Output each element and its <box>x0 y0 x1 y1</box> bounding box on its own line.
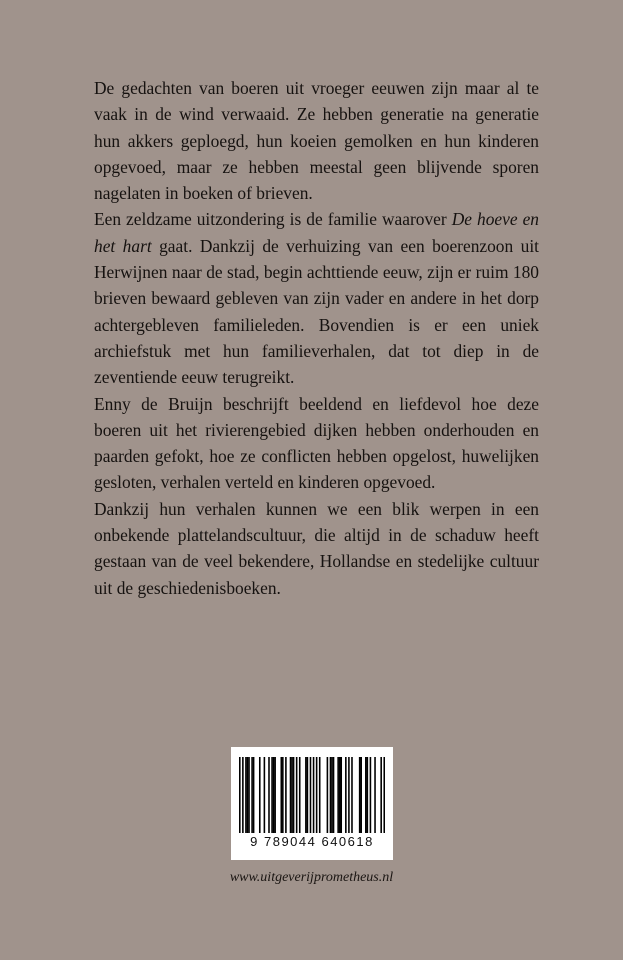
barcode-bar <box>296 757 298 833</box>
barcode-bar <box>290 757 292 833</box>
barcode-bar <box>327 757 329 833</box>
barcode-bar <box>380 757 382 833</box>
barcode-bars <box>239 757 385 833</box>
barcode-bar <box>316 757 318 833</box>
barcode-bar <box>367 757 369 833</box>
blurb-text-fragment: Een zeldzame uitzondering is de familie waarover <box>94 209 452 230</box>
barcode-bar <box>360 757 362 833</box>
blurb-paragraph: Enny de Bruijn beschrijft beeldend en liefdevol hoe deze boeren uit het rivierengebied dijken hebben onderhouden en paarden gefokt, hoe ze conflicten hebben opgelost, huwelijken gesloten, verhalen verteld en kinderen opgevoed. <box>94 393 539 493</box>
barcode-bar <box>274 757 276 833</box>
barcode-bar <box>273 757 275 833</box>
barcode-bar <box>242 757 244 833</box>
barcode-bar <box>348 757 350 833</box>
barcode-bar <box>340 757 342 833</box>
barcode-bar <box>310 757 312 833</box>
barcode-bar <box>313 757 315 833</box>
blurb-paragraph: Dankzij hun verhalen kunnen we een blik werpen in een onbekende plattelandscultuur, die altijd in de schaduw heeft gestaan van de veel bekendere, Hollandse en stedelijke cultuur uit de geschiedenisboeken. <box>94 498 539 598</box>
barcode-bar <box>359 757 361 833</box>
blurb-paragraph <box>94 206 539 390</box>
blurb-paragraph: De gedachten van boeren uit vroeger eeuwen zijn maar al te vaak in de wind verwaaid. Ze hebben generatie na generatie hun akkers geploegd, hun koeien gemolken en hun kinderen opgevoed, maar ze hebben meestal geen blijvende sporen nagelaten in boeken of brieven. <box>94 78 539 204</box>
barcode-bar <box>268 757 270 833</box>
barcode-bar <box>280 757 282 833</box>
barcode-bar <box>285 757 287 833</box>
blurb-text-fragment: gaat. Dankzij de verhuizing van een boerenzoon uit Herwijnen naar de stad, begin achttiende eeuw, zijn er ruim 180 brieven bewaard gebleven van zijn vader en andere in het dorp achtergebleven familieleden. Bovendien is er een uniek archiefstuk met hun familieverhalen, dat tot diep in de zeventiende eeuw terugreikt. <box>94 235 539 388</box>
barcode-bar <box>248 757 250 833</box>
isbn-number: 9 789044 640618 <box>250 834 374 849</box>
barcode-bar <box>239 757 241 833</box>
barcode-bar <box>333 757 335 833</box>
barcode-bar <box>293 757 295 833</box>
barcode-bar <box>319 757 321 833</box>
barcode-bar <box>264 757 266 833</box>
barcode-bar <box>291 757 293 833</box>
barcode-bar <box>345 757 347 833</box>
isbn-barcode <box>231 747 393 860</box>
barcode-bar <box>299 757 301 833</box>
barcode-bar <box>370 757 372 833</box>
barcode-bar <box>259 757 261 833</box>
publisher-website: www.uitgeverijprometheus.nl <box>229 870 394 885</box>
barcode-bar <box>374 757 376 833</box>
barcode-bar <box>339 757 341 833</box>
barcode-bar <box>247 757 249 833</box>
barcode-bar <box>271 757 273 833</box>
blurb-text <box>94 75 539 601</box>
barcode-bar <box>330 757 332 833</box>
barcode-bar <box>307 757 309 833</box>
barcode-bar <box>365 757 367 833</box>
barcode-bar <box>337 757 339 833</box>
barcode-bar <box>253 757 255 833</box>
barcode-bar <box>305 757 307 833</box>
book-title: De hoeve en het hart <box>94 209 540 256</box>
barcode-bar <box>251 757 253 833</box>
barcode-bar <box>245 757 247 833</box>
barcode-bar <box>282 757 284 833</box>
barcode-bar <box>331 757 333 833</box>
barcode-bar <box>351 757 353 833</box>
barcode-bar <box>383 757 385 833</box>
